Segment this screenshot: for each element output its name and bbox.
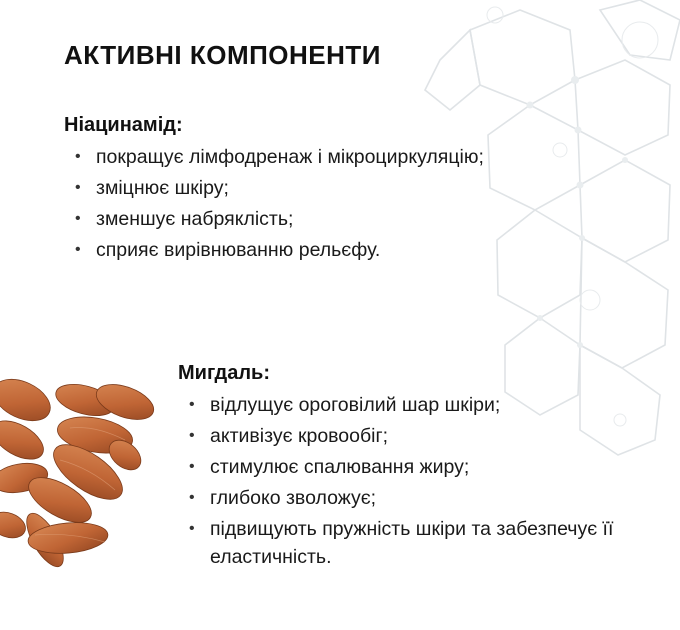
almond-section <box>178 362 618 574</box>
almond-list <box>178 391 618 571</box>
list-item: • зміцнює шкіру; <box>64 174 484 202</box>
list-item: • покращує лімфодренаж і мікроциркуляцію; <box>64 143 484 171</box>
list-item: • глибоко зволожує; <box>178 484 618 512</box>
niacinamide-list <box>64 143 484 264</box>
list-item: • стимулює спалювання жиру; <box>178 453 618 481</box>
niacinamide-section <box>64 114 484 267</box>
list-item: • відлущує ороговілий шар шкіри; <box>178 391 618 419</box>
almond-heading: Мигдаль: <box>178 362 271 384</box>
page-title: АКТИВНІ КОМПОНЕНТИ <box>64 40 381 70</box>
list-item: • зменшує набряклість; <box>64 205 484 233</box>
list-item: • активізує кровообіг; <box>178 422 618 450</box>
niacinamide-heading: Ніацинамід: <box>64 114 183 136</box>
list-item: • підвищують пружність шкіри та забезпечує її еластичність. <box>178 515 618 571</box>
almonds-image <box>0 360 160 570</box>
list-item: • сприяє вирівнюванню рельєфу. <box>64 236 484 264</box>
